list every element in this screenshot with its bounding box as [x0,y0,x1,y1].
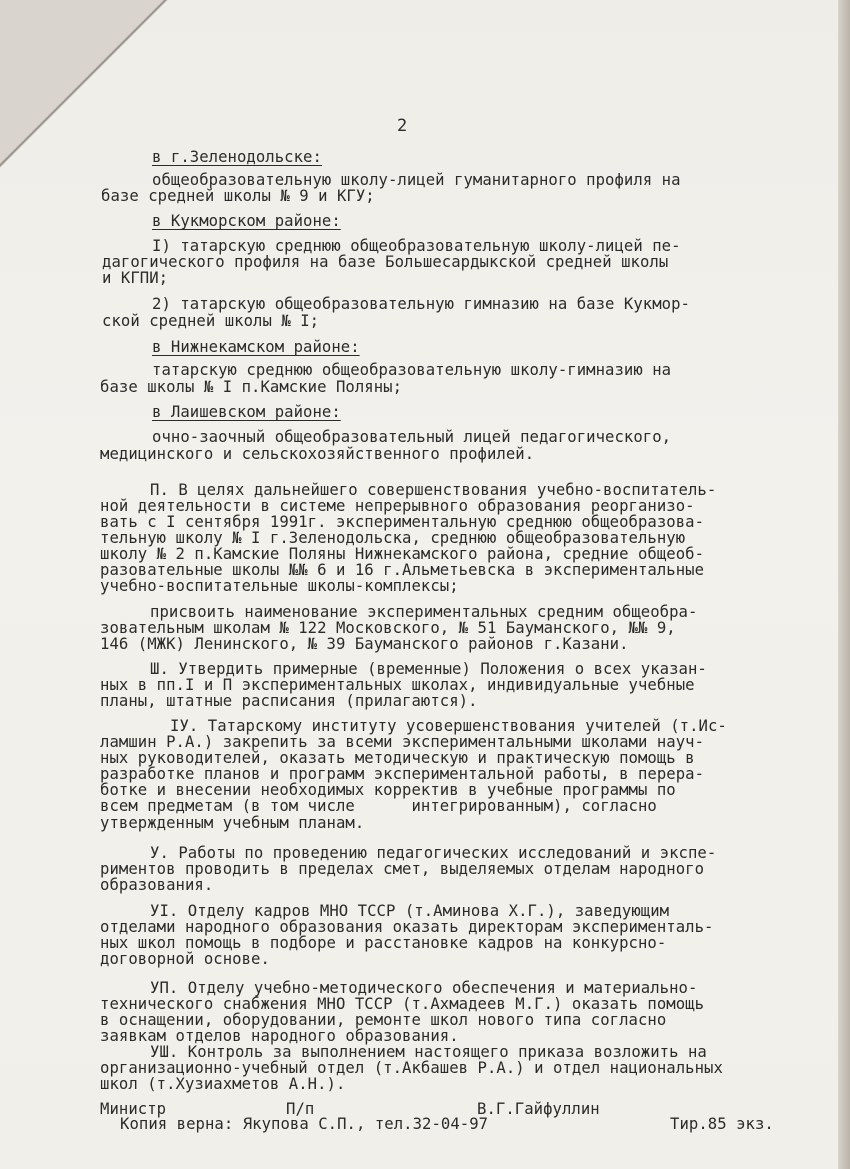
text-line: всем предметам (в том числе интегрированным), согласно [100,797,657,815]
text-line: в оснащении, оборудовании, ремонте школ нового типа согласно [100,1011,667,1029]
text-line: базе школы № I п.Камские Поляны; [100,378,403,396]
text-line: базе средней школы № 9 и КГУ; [101,187,375,205]
text-line: У. Работы по проведению педагогических исследований и экспе- [150,844,717,862]
text-line: татарскую среднюю общеобразовательную школу-гимназию на [152,361,672,379]
text-line: дагогического профиля на базе Большесардыкской средней школы [102,253,669,271]
text-line: I) татарскую среднюю общеобразовательную школу-лицей пе- [152,237,681,255]
text-line: образования. [100,876,214,894]
paper-edge [838,0,850,1169]
text-line: договорной основе. [100,950,270,968]
section-heading: в Кукморском районе: [152,212,341,230]
circulation-note: Тир.85 экз. [670,1115,774,1133]
folded-corner [0,0,168,168]
text-line: Ш. Утвердить примерные (временные) Положения о всех указан- [150,660,707,678]
text-line: общеобразовательную школу-лицей гуманитарного профиля на [152,171,681,189]
text-line: П. В целях дальнейшего совершенствования учебно-воспитатель- [150,481,717,499]
text-line: ской средней школы № I; [102,312,320,330]
text-line: ных в пп.I и П экспериментальных школах, индивидуальные учебные [100,676,695,694]
text-line: учебно-воспитательные школы-комплексы; [100,577,459,595]
text-line: ных руководителей, оказать методическую и практическую помощь в [100,749,695,767]
text-line: зовательным школам № 122 Московского, № 51 Бауманского, №№ 9, [100,619,676,637]
text-line: разработке планов и программ экспериментальной работы, в перера- [100,765,705,783]
text-line: заявкам отделов народного образования. [100,1027,459,1045]
copy-certification: Копия верна: Якупова С.П., тел.32-04-97 [120,1115,489,1133]
section-heading: в г.Зеленодольске: [152,148,322,166]
text-line: утвержденным учебным планам. [100,814,365,832]
text-line: ных школ помощь в подборе и расстановке кадров на конкурсно- [100,934,667,952]
text-line: отделами народного образования оказать директорам эксперименталь- [100,918,714,936]
text-line: школ (т.Хузиахметов А.Н.). [100,1075,346,1093]
text-line: тельную школу № I г.Зеленодольска, среднюю общеобразовательную [100,529,686,547]
text-line: риментов проводить в пределах смет, выделяемых отделам народного [100,860,705,878]
text-line: УI. Отделу кадров МНО ТССР (т.Аминова Х.Г.), заведующим [150,902,670,920]
text-line: очно-заочный общеобразовательный лицей педагогического, [152,428,672,446]
section-heading: в Лаишевском районе: [152,403,341,421]
text-line: организационно-учебный отдел (т.Акбашев Р.А.) и отдел национальных [100,1059,723,1077]
text-line: медицинского и сельскохозяйственного профилей. [100,445,535,463]
text-line: и КГПИ; [102,269,169,287]
signature-role: Министр [100,1100,167,1118]
text-line: ботке и внесении необходимых корректив в учебные программы по [100,781,676,799]
signature-mark: П/п [286,1100,315,1118]
text-line: IУ. Татарскому институту усовершенствования учителей (т.Ис- [170,717,727,735]
text-line: школу № 2 п.Камские Поляны Нижнекамского района, средние общеоб- [100,545,705,563]
text-line: присвоить наименование экспериментальных средним общеобра- [150,603,698,621]
section-heading: в Нижнекамском районе: [152,338,360,356]
text-line: ной деятельности в системе непрерывного образования реорганизо- [100,497,695,515]
signature-name: В.Г.Гайфуллин [477,1100,600,1118]
page-number: 2 [397,116,408,136]
text-line: планы, штатные расписания (прилагаются). [100,692,478,710]
text-line: 146 (МЖК) Ленинского, № 39 Бауманского районов г.Казани. [100,635,629,653]
text-line: вать с I сентября 1991г. экспериментальную среднюю общеобразова- [100,513,705,531]
text-line: УШ. Контроль за выполнением настоящего приказа возложить на [150,1043,707,1061]
text-line: УП. Отделу учебно-методического обеспечения и материально- [150,979,698,997]
text-line: 2) татарскую общеобразовательную гимназию на базе Кукмор- [152,295,690,313]
text-line: технического снабжения МНО ТССР (т.Ахмадеев М.Г.) оказать помощь [100,995,705,1013]
text-line: разовательные школы №№ 6 и 16 г.Альметьевска в экспериментальные [100,561,705,579]
text-line: ламшин Р.А.) закрепить за всеми экспериментальными школами науч- [100,733,705,751]
